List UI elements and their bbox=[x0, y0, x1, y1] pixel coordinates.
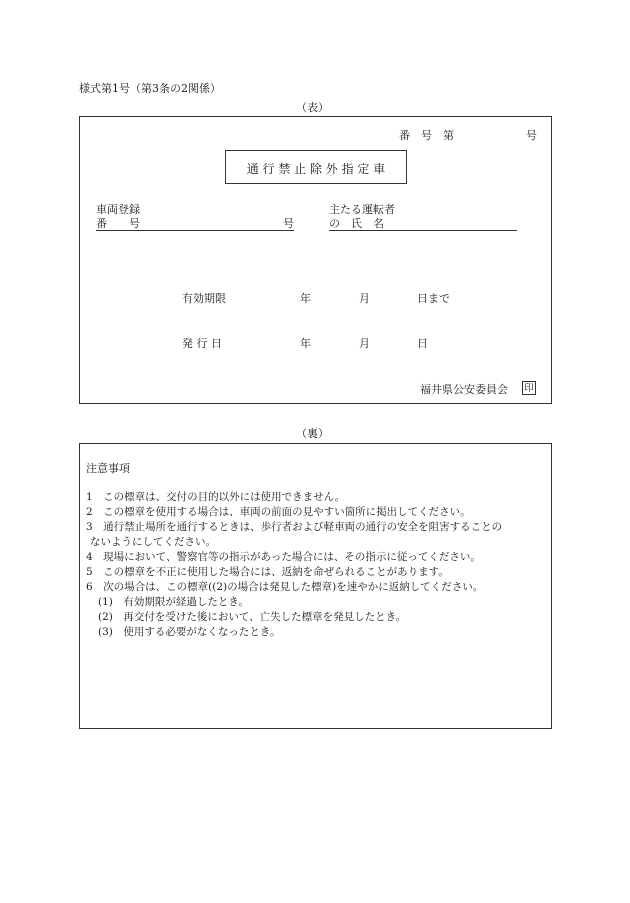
note-subline: (1) 有効期限が経過したとき。 bbox=[98, 596, 249, 608]
note-line: 4 現場において、警察官等の指示があった場合には、その指示に従ってください。 bbox=[86, 551, 481, 563]
issue-label: 発 行 日 bbox=[182, 337, 222, 350]
driver-underline bbox=[329, 230, 517, 231]
vehicle-reg-label-1: 車両登録 bbox=[96, 203, 140, 216]
note-subline: (3) 使用する必要がなくなったとき。 bbox=[98, 626, 281, 638]
back-card bbox=[79, 443, 552, 729]
note-line: 1 この標章は、交付の目的以外には使用できません。 bbox=[86, 491, 346, 503]
note-line: 2 この標章を使用する場合は、車両の前面の見やすい箇所に掲出してください。 bbox=[86, 506, 471, 518]
issue-year: 年 bbox=[300, 337, 311, 350]
vehicle-reg-label-2: 番 号 bbox=[96, 217, 140, 230]
validity-label: 有効期限 bbox=[182, 292, 226, 305]
permit-number-prefix: 番 号 第 bbox=[399, 129, 454, 142]
sign-title: 通 行 禁 止 除 外 指 定 車 bbox=[246, 162, 386, 176]
vehicle-reg-suffix: 号 bbox=[283, 217, 294, 230]
form-title: 様式第1号（第3条の2関係） bbox=[79, 82, 221, 95]
note-line: 3 通行禁止場所を通行するときは、歩行者および軽車両の通行の安全を阻害することの bbox=[86, 521, 503, 533]
issue-day: 日 bbox=[417, 337, 428, 350]
driver-label-1: 主たる運転者 bbox=[329, 203, 395, 216]
sign-title-box bbox=[225, 150, 407, 184]
validity-year: 年 bbox=[300, 292, 311, 305]
note-line: 5 この標章を不正に使用した場合には、返納を命ぜられることがあります。 bbox=[86, 566, 449, 578]
back-label: （裏） bbox=[296, 427, 329, 440]
issuer-name: 福井県公安委員会 bbox=[420, 383, 508, 396]
front-card bbox=[79, 116, 552, 404]
note-line: ないようにしてください。 bbox=[90, 536, 216, 548]
driver-label-2: の 氏 名 bbox=[329, 217, 384, 230]
vehicle-reg-underline bbox=[96, 230, 294, 231]
permit-number-suffix: 号 bbox=[526, 129, 537, 142]
issue-month: 月 bbox=[359, 337, 370, 350]
note-line: 6 次の場合は、この標章((2)の場合は発見した標章)を速やかに返納してください。 bbox=[86, 581, 484, 593]
seal-stamp: 印 bbox=[522, 381, 536, 395]
validity-month: 月 bbox=[359, 292, 370, 305]
notes-heading: 注意事項 bbox=[86, 462, 130, 475]
note-subline: (2) 再交付を受けた後において、亡失した標章を発見したとき。 bbox=[98, 611, 407, 623]
front-label: （表） bbox=[296, 101, 329, 114]
validity-day: 日まで bbox=[417, 292, 450, 305]
